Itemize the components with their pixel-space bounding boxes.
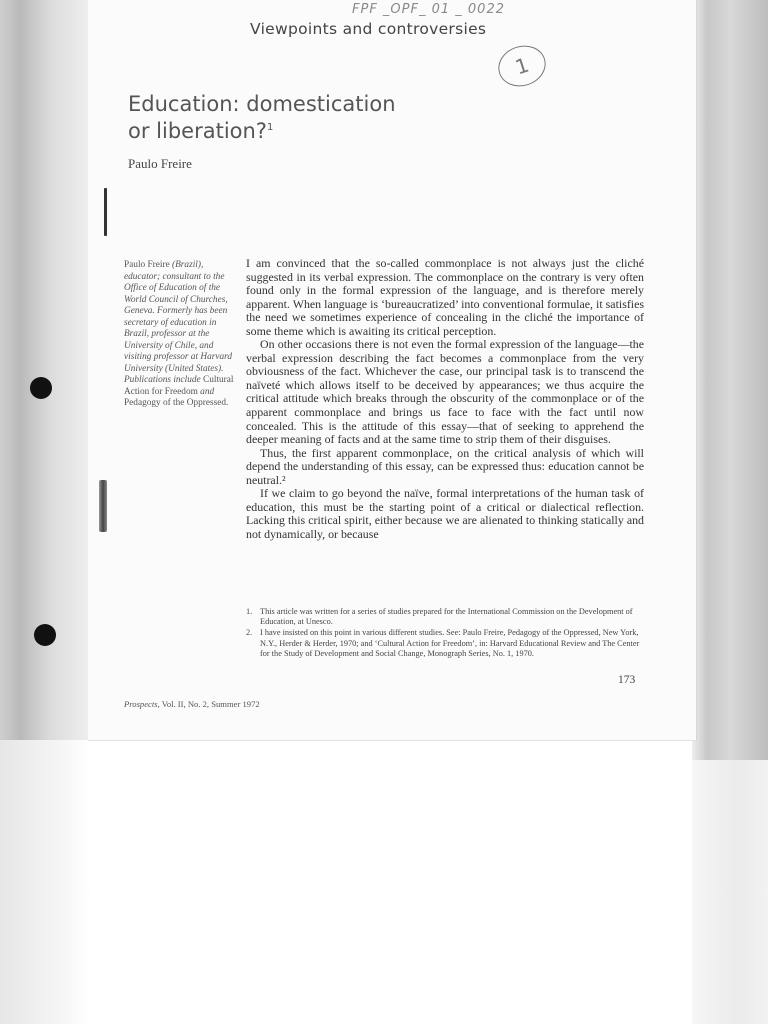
journal-volume: , Vol. II, No. 2, Summer 1972: [157, 699, 260, 709]
footnote-1: [246, 607, 642, 627]
body-paragraph-1: I am convinced that the so-called commonplace is not always just the cliché suggested in its verbal expression. The commonplace on the contrary is very often found only in the formal expression of the language, and is therefore merely apparent. When language is ‘bureaucratized’ into conventional formulae, it satisfies the need we sometimes experience of concealing in the cliché the importance of some theme which is awaiting its critical perception.: [246, 256, 644, 338]
title-line-1: Education: domestication: [128, 92, 396, 116]
author-name: Paulo Freire: [128, 156, 192, 171]
staple-mark: [104, 188, 107, 236]
footnotes: [246, 607, 642, 660]
bio-name: Paulo Freire: [124, 260, 173, 270]
journal-reference: [124, 699, 260, 709]
title-footnote-marker: 1: [266, 122, 274, 133]
article-title: [128, 92, 396, 143]
clip-mark: [99, 480, 107, 532]
body-paragraph-3: Thus, the first apparent commonplace, on the critical analysis of which will depend the understanding of this essay, can be expressed thus: education cannot be neutral.²: [246, 445, 644, 487]
scan-shadow-right-lower: [692, 760, 768, 1024]
journal-name: Prospects: [124, 699, 158, 709]
section-heading: Viewpoints and controversies: [250, 20, 487, 38]
bio-text: (Brazil), educator; consultant to the Office of Education of the World Council of Churches, Geneva. Formerly has been secretary of education in Brazil, professor at the University of Chile, and visiting professor at Harvard University (United States). Publications include: [124, 260, 233, 385]
body-paragraph-2: On other occasions there is not even the formal expression of the language—the verbal expression describing the fact becomes a commonplace from the very obviousness of the fact. Whichever the case, our principal task is to transcend the naïveté which allows itself to be deceived by appearances; we thus acquire the critical attitude which breaks through the obscurity of the commonplace or of the apparent commonplace and brings us face to face with the fact until now concealed. This is the attitude of this essay—that of seeking to apprehend the deeper meaning of facts and at the same time to strip them of their disguises.: [246, 337, 644, 447]
title-line-2: or liberation?: [128, 119, 267, 143]
bio-and: and: [197, 386, 215, 397]
scan-shadow-left-lower: [0, 740, 92, 1024]
bio-publication-1: Cultural Action for Freedom: [124, 375, 234, 397]
page-number: 173: [618, 674, 636, 686]
body-paragraph-4: If we claim to go beyond the naïve, formal interpretations of the human task of education, this must be the starting point of a critical or dialectical reflection. Lacking this critical spirit, either because we are alienated to thinking statically and not dynamically, or because: [246, 486, 644, 541]
handwritten-circled-number: 1: [493, 40, 551, 93]
footnote-text: This article was written for a series of studies prepared for the International Commission on the Development of Education, at Unesco.: [260, 607, 633, 627]
bio-publication-2: Pedagogy of the Oppressed.: [124, 398, 229, 408]
footnote-2: [246, 628, 642, 659]
article-body: [246, 257, 644, 541]
author-bio-sidebar: [124, 260, 236, 410]
footnote-number: 2.: [246, 628, 253, 638]
punch-hole-bottom: [34, 624, 56, 646]
footnote-number: 1.: [246, 607, 253, 616]
scan-shadow-right: [692, 0, 768, 760]
punch-hole-top: [30, 377, 52, 399]
footnote-text: I have insisted on this point in various different studies. See: Paulo Freire, Pedagogy of the Oppressed, New York, N.Y., Herder & Herder, 1970; and ‘Cultural Action for Freedom’, in: Harvard Educational Review and The Center for the Study of Development and Social Change, Monograph Series, No. 1, 1970.: [260, 628, 640, 658]
handwritten-file-code: FPF _OPF_ 01 _ 0022: [352, 2, 505, 17]
